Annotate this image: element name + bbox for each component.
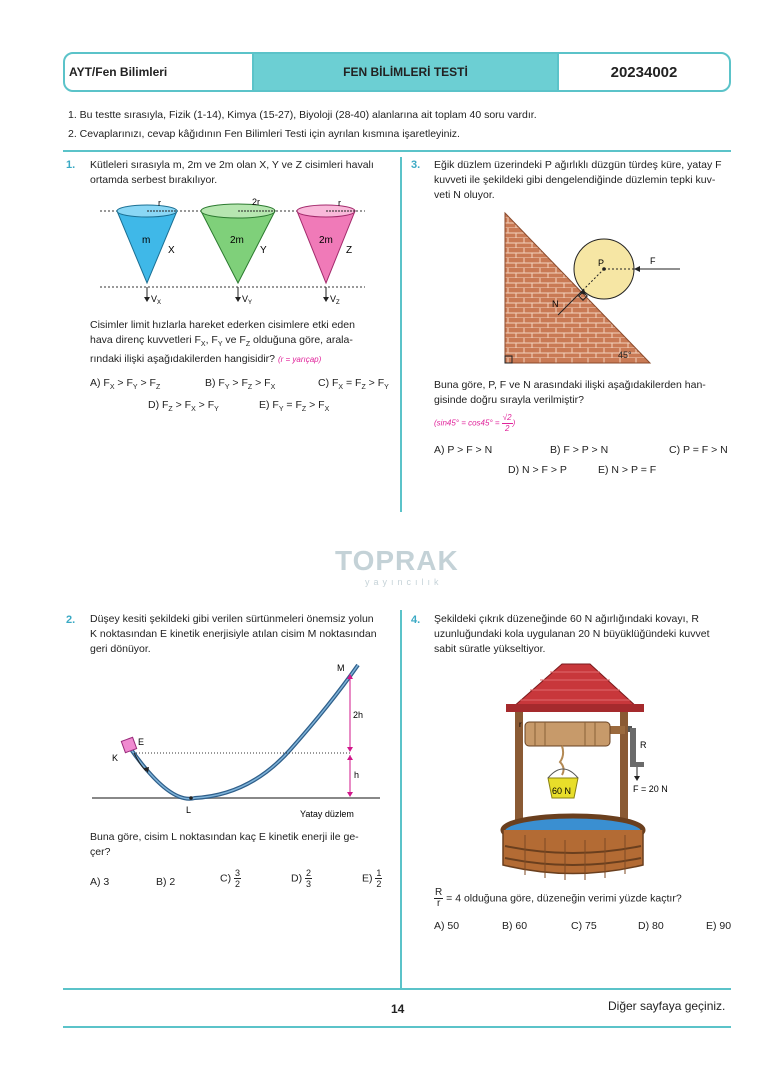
svg-text:Y: Y	[260, 245, 267, 256]
booklet-code: 20234002	[610, 63, 678, 81]
question-3-number: 3.	[411, 159, 421, 171]
svg-text:60 N: 60 N	[552, 786, 572, 796]
svg-text:r: r	[338, 198, 341, 208]
svg-text:M: M	[337, 663, 345, 673]
svg-text:m: m	[142, 235, 151, 246]
test-title: FEN BİLİMLERİ TESTİ	[254, 54, 559, 90]
publisher-watermark: TOPRAK yayıncılık	[335, 545, 459, 587]
q1-option-e[interactable]: E) $F_Y = F_Z > F_X$	[259, 399, 330, 414]
svg-text:F = 20 N: F = 20 N	[633, 784, 668, 794]
q4-option-c[interactable]: C) 75	[571, 920, 597, 932]
question-1-stem: Kütleleri sırasıyla m, 2m ve 2m olan X, Y ve Z cisimleri havalı ortamda serbest bırakılıyor.	[90, 159, 374, 186]
q2-option-c[interactable]: C) $\frac{3}{2}$	[220, 868, 241, 889]
q1-option-b[interactable]: B) $F_Y > F_Z > F_X$	[205, 377, 276, 392]
q4-option-d[interactable]: D) 80	[638, 920, 664, 932]
cone-y	[201, 197, 275, 305]
question-1-hint: (r = yarıçap)	[277, 355, 322, 365]
svg-text:R: R	[640, 740, 647, 750]
q2-option-e[interactable]: E) $\frac{1}{2}$	[362, 868, 382, 889]
svg-text:P: P	[598, 258, 605, 268]
svg-text:2m: 2m	[230, 235, 244, 246]
q3-option-d[interactable]: D) N > F > P	[508, 464, 567, 476]
cone-z	[297, 198, 355, 305]
svg-text:h: h	[354, 770, 360, 780]
q3-option-c[interactable]: C) P = F > N	[669, 444, 728, 456]
question-1-question: Cisimler limit hızlarla hareket ederken cisimlere etki eden hava direnç kuvvetleri $F_X$, $F_Y$ ve $F_Z$ olduğuna göre, arala- rındaki ilişki aşağıdakilerden hangisidir? (r = yarıçap)	[90, 319, 355, 366]
q1-option-d[interactable]: D) $F_Z > F_X > F_Y$	[148, 399, 219, 414]
q2-option-a[interactable]: A) 3	[90, 876, 110, 888]
q3-option-e[interactable]: E) N > P = F	[598, 464, 657, 476]
q4-option-a[interactable]: A) 50	[434, 920, 460, 932]
frictionless-track-figure	[90, 655, 390, 820]
svg-text:L: L	[186, 805, 192, 815]
svg-text:r: r	[158, 198, 161, 208]
q2-option-b[interactable]: B) 2	[156, 876, 176, 888]
svg-text:2m: 2m	[319, 235, 333, 246]
well-windlass-figure	[490, 660, 690, 880]
footer-divider-top	[63, 988, 731, 990]
svg-text:K: K	[112, 753, 119, 763]
question-3-stem: Eğik düzlem üzerindeki P ağırlıklı düzgün türdeş küre, yatay F kuvveti ile şekildeki gibi dengelendiğinde düzlemin tepki kuv- veti N oluyor.	[434, 159, 722, 201]
exam-name: AYT/Fen Bilimleri	[65, 54, 254, 90]
q1-option-a[interactable]: A) $F_X > F_Y > F_Z$	[90, 377, 161, 392]
column-divider-bottom	[400, 610, 402, 988]
q2-option-d[interactable]: D) $\frac{2}{3}$	[291, 868, 312, 889]
falling-cones-figure	[90, 195, 390, 305]
svg-text:Z: Z	[346, 245, 353, 256]
question-4-number: 4.	[411, 614, 421, 626]
column-divider-top	[400, 157, 402, 512]
svg-text:N: N	[552, 299, 559, 309]
question-3-hint: (sin45° = cos45° = $\frac{√2}{2}$ )	[434, 413, 516, 433]
svg-text:V: V	[330, 294, 337, 304]
question-2-stem: Düşey kesiti şekildeki gibi verilen sürtünmeleri önemsiz yolun K noktasından E kinetik enerjisiyle atılan cisim M noktasından geri dönüyor.	[90, 613, 377, 655]
svg-text:V: V	[151, 294, 158, 304]
svg-text:45°: 45°	[618, 350, 632, 360]
question-2-question: Buna göre, cisim L noktasından kaç E kinetik enerji ile ge- çer?	[90, 831, 359, 858]
svg-text:Yatay düzlem: Yatay düzlem	[300, 809, 354, 819]
svg-text:V: V	[242, 294, 249, 304]
instruction-1: 1. Bu testte sırasıyla, Fizik (1-14), Kimya (15-27), Biyoloji (28-40) alanlarına ait toplam 40 soru vardır.	[68, 109, 537, 121]
question-3-question: Buna göre, P, F ve N arasındaki ilişki aşağıdakilerden han- gisinde doğru sırayla verilmiştir?	[434, 379, 706, 406]
svg-text:Y: Y	[248, 300, 253, 305]
inclined-plane-figure	[500, 208, 690, 368]
header-divider	[63, 150, 731, 152]
svg-text:X: X	[157, 300, 162, 305]
next-page-note: Diğer sayfaya geçiniz.	[608, 999, 726, 1013]
q4-option-b[interactable]: B) 60	[502, 920, 528, 932]
svg-text:Z: Z	[336, 300, 340, 305]
q4-option-e[interactable]: E) 90	[706, 920, 732, 932]
svg-text:2h: 2h	[353, 710, 364, 720]
footer-divider-bottom	[63, 1026, 731, 1028]
test-header	[63, 52, 731, 92]
question-4-stem: Şekildeki çıkrık düzeneğinde 60 N ağırlığındaki kovayı, R uzunluğundaki kola uygulanan 20 N büyüklüğündeki kuvvet sabit süratle yükseltiyor.	[434, 613, 710, 655]
svg-text:2r: 2r	[252, 197, 261, 207]
q3-option-a[interactable]: A) P > F > N	[434, 444, 493, 456]
q1-option-c[interactable]: C) $F_X = F_Z > F_Y$	[318, 377, 389, 392]
question-4-question: $\frac{R}{r}$ = 4 olduğuna göre, düzeneğin verimi yüzde kaçtır?	[435, 887, 682, 909]
svg-text:r: r	[519, 720, 522, 729]
q3-option-b[interactable]: B) F > P > N	[550, 444, 609, 456]
question-2-number: 2.	[66, 614, 76, 626]
instruction-2: 2. Cevaplarınızı, cevap kâğıdının Fen Bilimleri Testi için ayrılan kısmına işaretleyiniz.	[68, 128, 460, 140]
page-number: 14	[391, 1002, 405, 1016]
svg-text:F: F	[650, 256, 656, 266]
question-1-number: 1.	[66, 159, 76, 171]
svg-text:E: E	[138, 737, 145, 747]
cone-x	[117, 198, 177, 305]
svg-text:X: X	[168, 245, 175, 256]
